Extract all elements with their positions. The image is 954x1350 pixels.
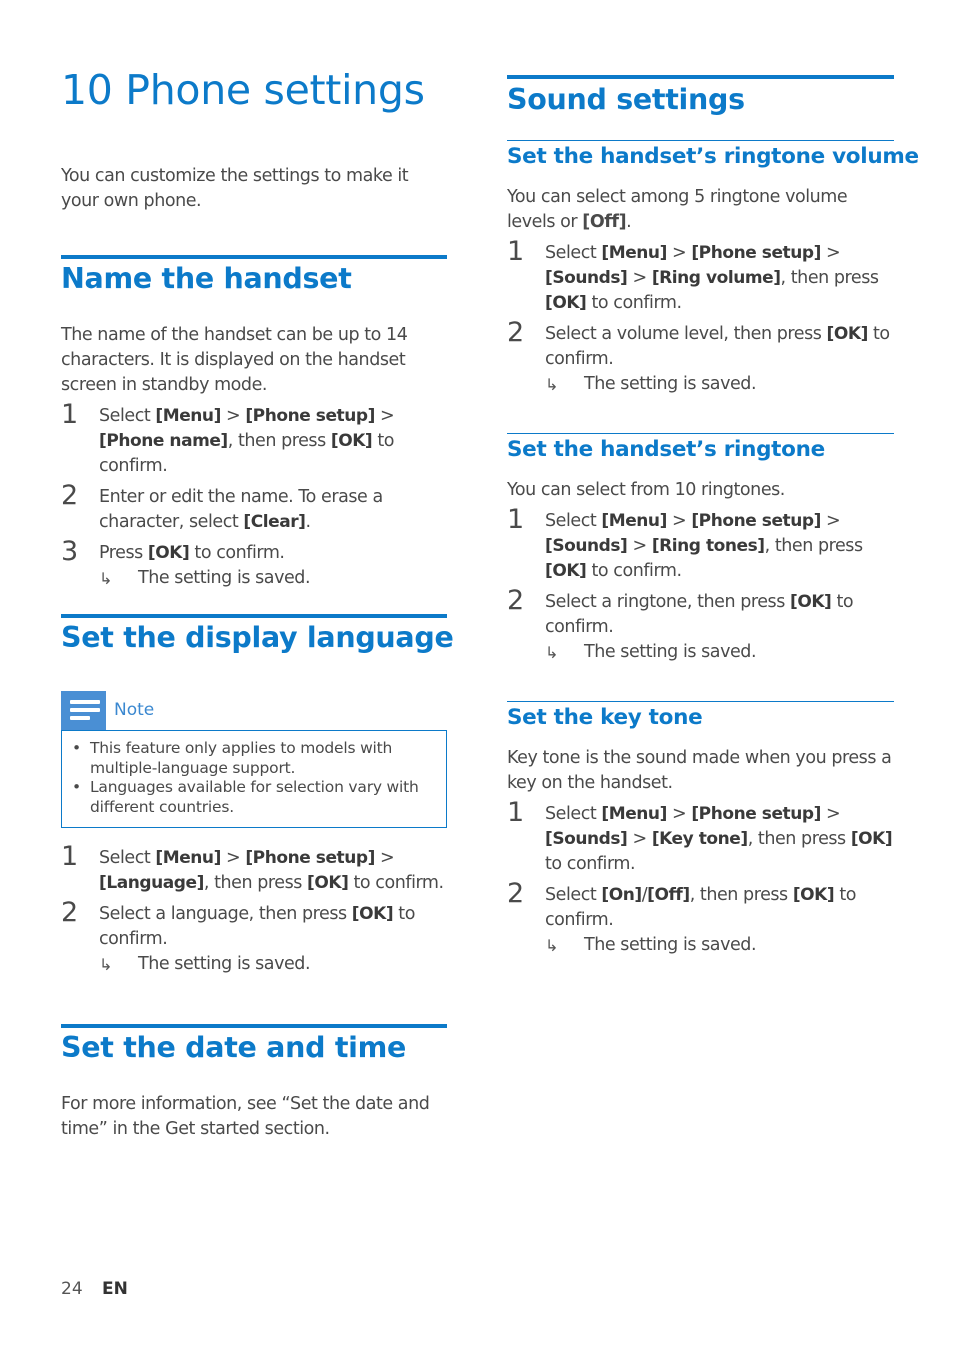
- subsection-title-key-tone: Set the key tone: [507, 705, 703, 730]
- subsection-rule: [507, 701, 894, 702]
- result-text: The setting is saved.: [584, 374, 757, 394]
- ringtone-volume-steps: [507, 236, 894, 397]
- step-result: [545, 372, 894, 397]
- section-title-date-time: Set the date and time: [61, 1031, 407, 1064]
- step-number: 1: [507, 797, 524, 828]
- ringtone-steps: [507, 504, 894, 665]
- step-result: [99, 566, 447, 591]
- note-item: • Languages available for selection vary with different countries.: [70, 778, 440, 817]
- step: [507, 797, 894, 877]
- ringtone-description: You can select from 10 ringtones.: [507, 480, 785, 500]
- step-text: Enter or edit the name. To erase a character, select [Clear].: [99, 487, 383, 532]
- note-icon: [61, 691, 106, 731]
- note-list: [70, 739, 440, 817]
- step-text: Select [Menu] > [Phone setup] > [Sounds] > [Ring volume], then press [OK] to confirm.: [545, 243, 879, 313]
- step-result: [545, 640, 894, 665]
- step-number: 2: [61, 897, 78, 928]
- step: [61, 536, 447, 591]
- subsection-rule: [507, 140, 894, 141]
- section-title-sound-settings: Sound settings: [507, 83, 745, 116]
- step: [507, 585, 894, 665]
- step-text: Select [Menu] > [Phone setup] > [Sounds] > [Key tone], then press [OK] to confirm.: [545, 804, 893, 874]
- step-text: Select a ringtone, then press [OK] to confirm.: [545, 592, 854, 637]
- result-arrow-icon: ↳: [545, 936, 558, 955]
- step-result: [545, 933, 894, 958]
- note-label: Note: [114, 700, 155, 720]
- step: [507, 317, 894, 397]
- step-number: 3: [61, 536, 78, 567]
- intro-text: You can customize the settings to make it your own phone.: [61, 166, 409, 211]
- section-rule: [61, 1024, 447, 1028]
- step-number: 2: [507, 585, 524, 616]
- subsection-title-ringtone-volume: Set the handset’s ringtone volume: [507, 144, 919, 169]
- result-text: The setting is saved.: [584, 935, 757, 955]
- step-number: 2: [507, 878, 524, 909]
- result-text: The setting is saved.: [138, 954, 311, 974]
- step-result: [99, 952, 447, 977]
- step-number: 1: [507, 236, 524, 267]
- result-text: The setting is saved.: [138, 568, 311, 588]
- result-arrow-icon: ↳: [99, 955, 112, 974]
- note-header: [61, 691, 447, 731]
- step: [507, 504, 894, 584]
- step-text: Select a language, then press [OK] to confirm.: [99, 904, 415, 949]
- language-code: EN: [102, 1279, 128, 1299]
- step: [61, 399, 447, 479]
- name-handset-description: The name of the handset can be up to 14 characters. It is displayed on the handset screen in standby mode.: [61, 325, 408, 395]
- step-number: 2: [61, 480, 78, 511]
- step: [61, 480, 447, 535]
- section-title-name-handset: Name the handset: [61, 262, 352, 295]
- chapter-title: 10 Phone settings: [61, 66, 425, 114]
- display-language-steps: [61, 841, 447, 977]
- page-number: 24: [61, 1279, 83, 1299]
- section-rule: [61, 255, 447, 259]
- step-text: Select [Menu] > [Phone setup] > [Language], then press [OK] to confirm.: [99, 848, 444, 893]
- section-rule: [507, 75, 894, 79]
- step-text: Select [Menu] > [Phone setup] > [Sounds] > [Ring tones], then press [OK] to confirm.: [545, 511, 863, 581]
- subsection-title-ringtone: Set the handset’s ringtone: [507, 437, 825, 462]
- step: [507, 236, 894, 316]
- note-item: • This feature only applies to models with multiple-language support.: [70, 739, 440, 778]
- section-rule: [61, 614, 447, 618]
- step-text: Select [Menu] > [Phone setup] > [Phone name], then press [OK] to confirm.: [99, 406, 395, 476]
- step-text: Select [On]/[Off], then press [OK] to confirm.: [545, 885, 856, 930]
- result-text: The setting is saved.: [584, 642, 757, 662]
- step-number: 1: [61, 841, 78, 872]
- result-arrow-icon: ↳: [99, 569, 112, 588]
- step-text: Press [OK] to confirm.: [99, 543, 285, 563]
- result-arrow-icon: ↳: [545, 643, 558, 662]
- ringtone-volume-description: You can select among 5 ringtone volume levels or [Off].: [507, 187, 848, 232]
- step-text: Select a volume level, then press [OK] to confirm.: [545, 324, 890, 369]
- subsection-rule: [507, 433, 894, 434]
- step: [61, 897, 447, 977]
- step-number: 1: [507, 504, 524, 535]
- result-arrow-icon: ↳: [545, 375, 558, 394]
- date-time-description: For more information, see “Set the date and time” in the Get started section.: [61, 1094, 430, 1139]
- key-tone-steps: [507, 797, 894, 958]
- step-number: 2: [507, 317, 524, 348]
- key-tone-description: Key tone is the sound made when you press a key on the handset.: [507, 748, 892, 793]
- name-handset-steps: [61, 399, 447, 591]
- page-footer: [61, 1279, 128, 1299]
- step: [61, 841, 447, 896]
- section-title-display-language: Set the display language: [61, 621, 454, 654]
- step: [507, 878, 894, 958]
- step-number: 1: [61, 399, 78, 430]
